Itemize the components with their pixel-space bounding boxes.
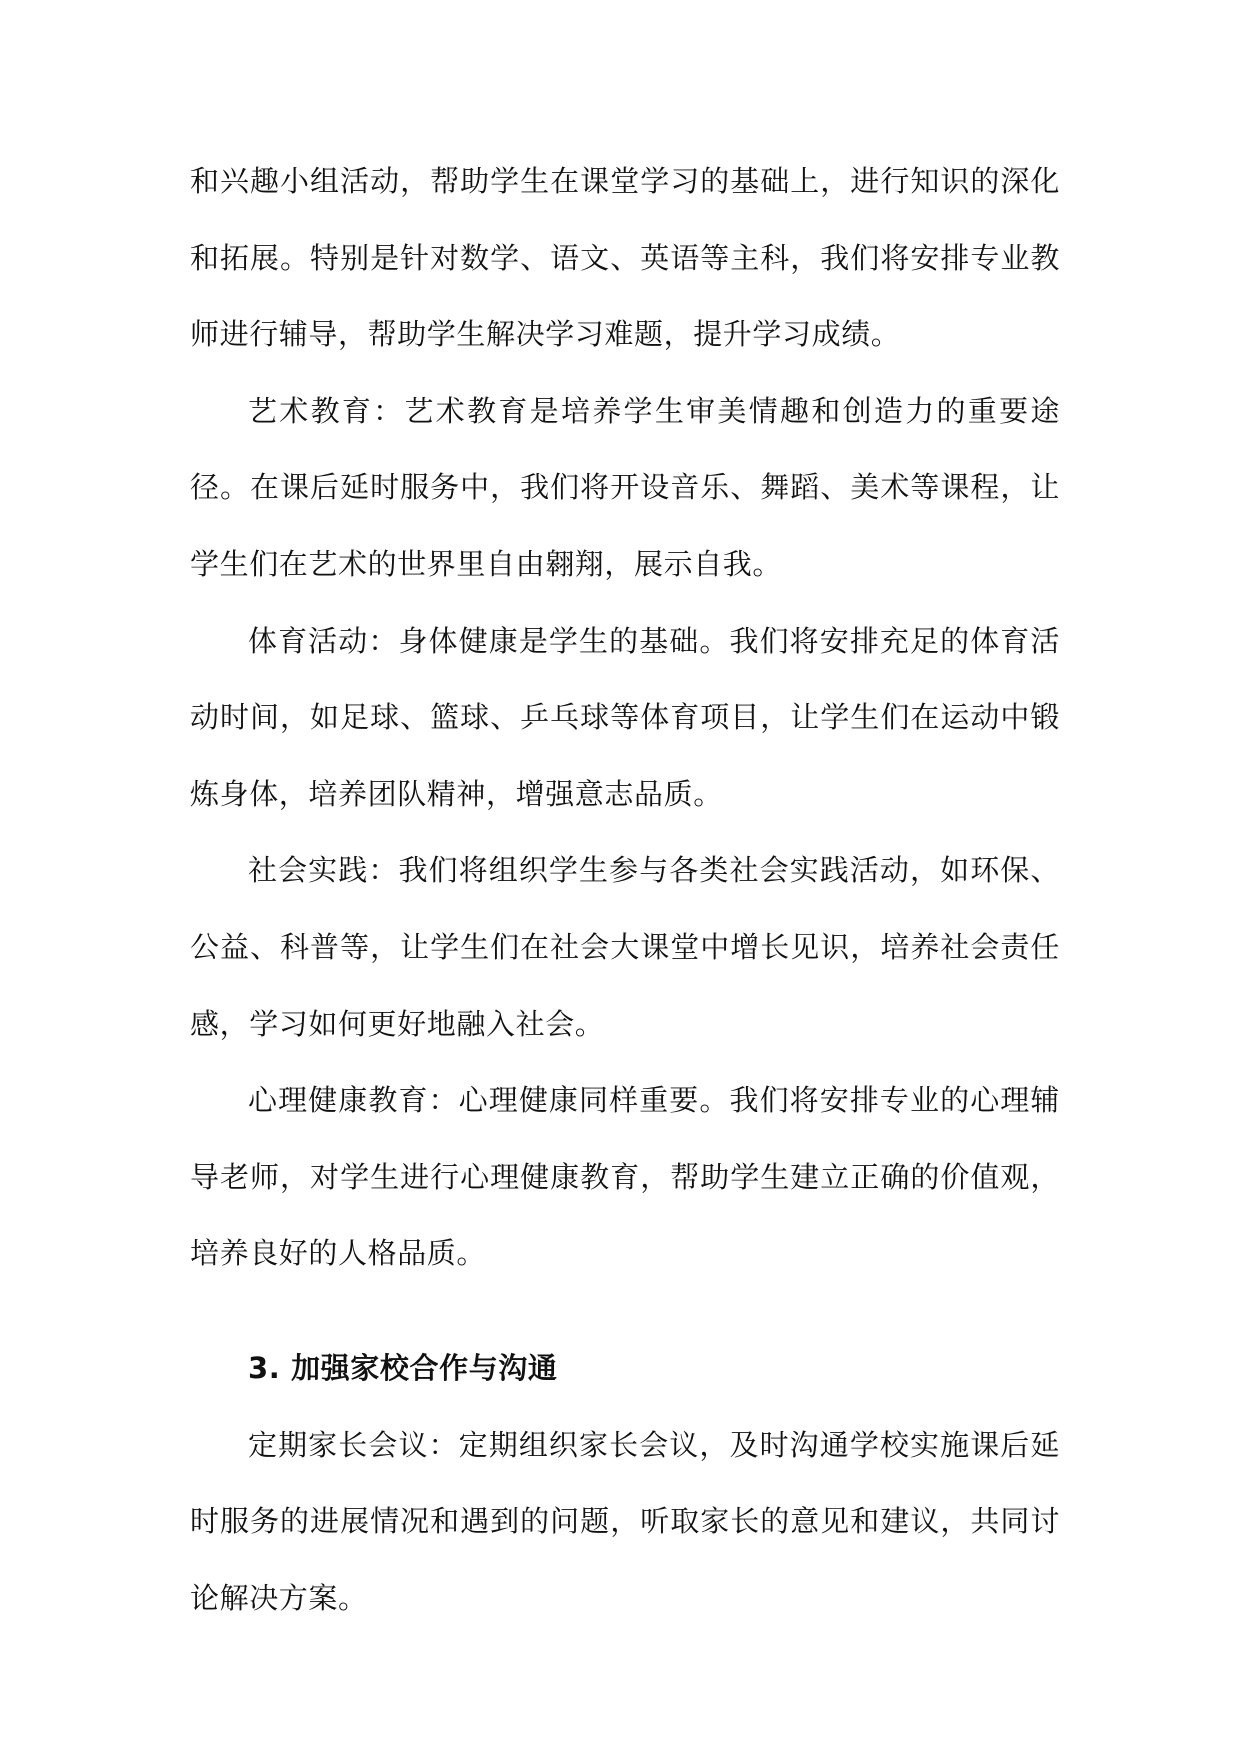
paragraph-social-practice: 社会实践：我们将组织学生参与各类社会实践活动，如环保、公益、科普等，让学生们在社会大课堂中增长见识，培养社会责任感，学习如何更好地融入社会。 bbox=[190, 853, 1060, 1041]
paragraph-art-education: 艺术教育：艺术教育是培养学生审美情趣和创造力的重要途径。在课后延时服务中，我们将开设音乐、舞蹈、美术等课程，让学生们在艺术的世界里自由翱翔，展示自我。 bbox=[190, 393, 1060, 581]
document-body bbox=[190, 143, 1060, 1636]
paragraph-continuation: 和兴趣小组活动，帮助学生在课堂学习的基础上，进行知识的深化和拓展。特别是针对数学、语文、英语等主科，我们将安排专业教师进行辅导，帮助学生解决学习难题，提升学习成绩。 bbox=[190, 164, 1060, 352]
paragraph-sports-activities: 体育活动：身体健康是学生的基础。我们将安排充足的体育活动时间，如足球、篮球、乒乓球等体育项目，让学生们在运动中锻炼身体，培养团队精神，增强意志品质。 bbox=[190, 623, 1060, 811]
paragraph-parent-meetings: 定期家长会议：定期组织家长会议，及时沟通学校实施课后延时服务的进展情况和遇到的问题，听取家长的意见和建议，共同讨论解决方案。 bbox=[190, 1427, 1060, 1615]
section-heading: 3. 加强家校合作与沟通 bbox=[248, 1350, 558, 1385]
paragraph-mental-health: 心理健康教育：心理健康同样重要。我们将安排专业的心理辅导老师，对学生进行心理健康教育，帮助学生建立正确的价值观，培养良好的人格品质。 bbox=[190, 1083, 1060, 1271]
